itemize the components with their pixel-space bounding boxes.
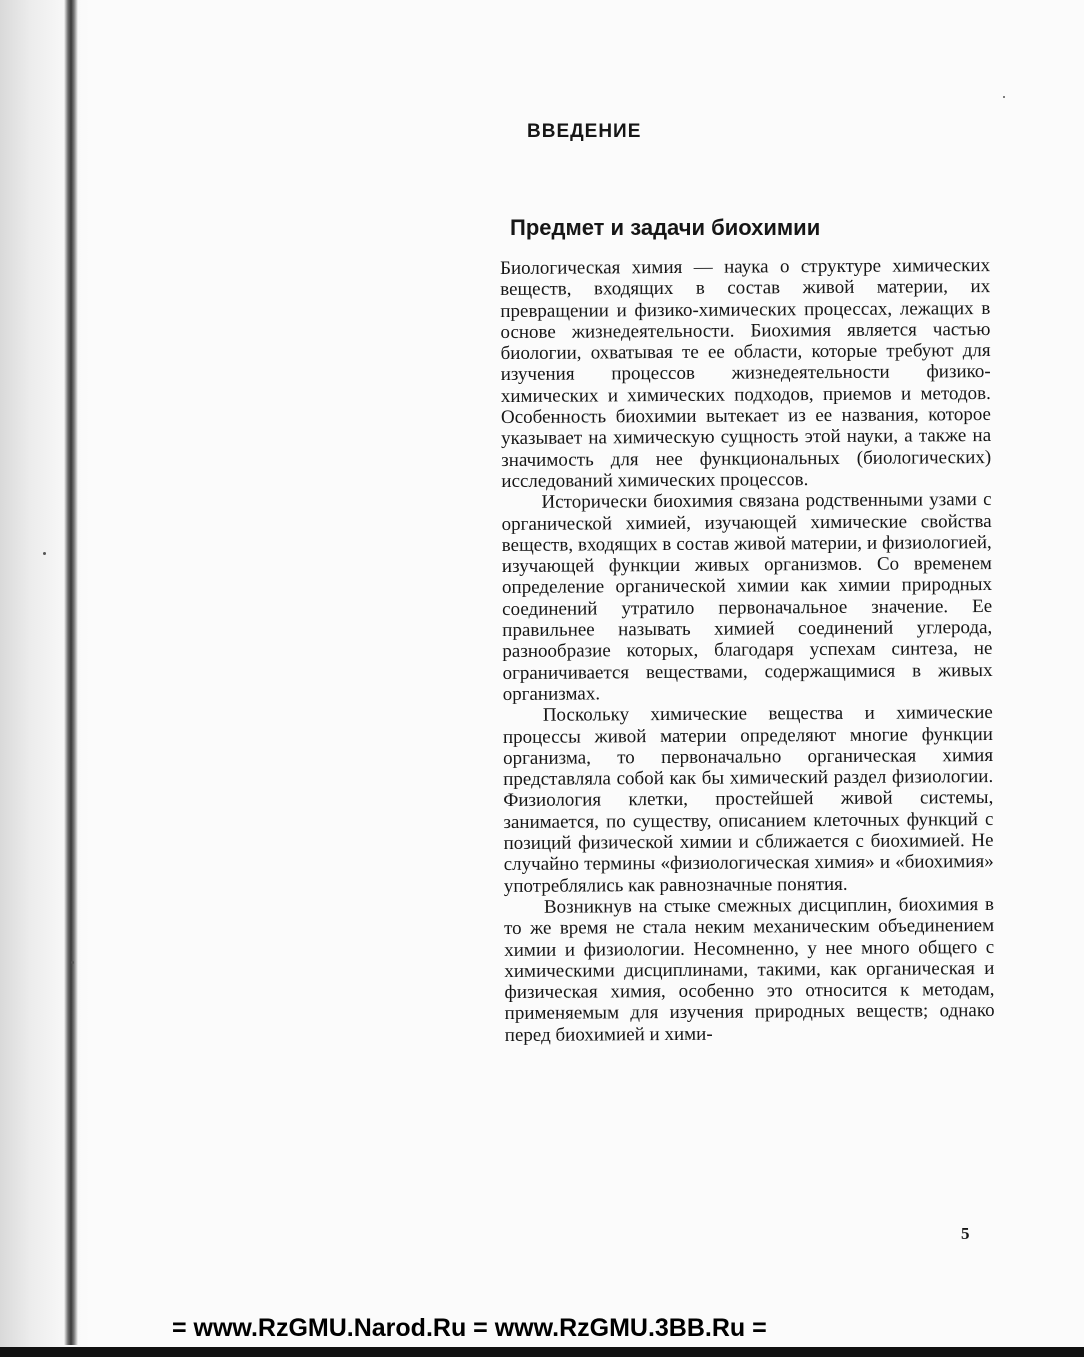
chapter-heading: Предмет и задачи биохимии bbox=[510, 215, 821, 240]
scan-bottom-edge bbox=[0, 1347, 1084, 1357]
section-heading: ВВЕДЕНИЕ bbox=[527, 121, 642, 142]
paragraph: Возникнув на стыке смежных дисциплин, биохимия в то же время не стала неким механическим объединением химии и физиологии. Несомненно, у нее много общего с химическими дисциплинами, такими, как органическая и физическая химия, особенно это относится к методам, применяемым для изучения природных веществ; однако перед биохимией и хими- bbox=[504, 893, 995, 1046]
paragraph: Поскольку химические вещества и химические процессы живой материи определяют многие функции организма, то первоначально органическая химия представляла собой как бы химический раздел физиологии. Физиология клетки, простейшей живой системы, занимается, по существу, описанием клеточных функций с позиций физической химии и сближается с биохимией. Не случайно термины «физиологическая химия» и «биохимия» употреблялись как равнозначные понятия. bbox=[502, 702, 994, 897]
scan-speck bbox=[71, 961, 74, 964]
scan-speck bbox=[1003, 96, 1005, 98]
paragraph: Исторически биохимия связана родственными узами с органической химией, изучающей химические свойства веществ, входящих в состав живой материи, и физиологией, изучающей функции живых организмов. Со временем определение органической химии как химии природных соединений утратило первоначальное значение. Ее правильнее называть химией соединений углерода, разнообразие которых, благодаря успехам синтеза, не ограничивается веществами, содержащимися в живых организмах. bbox=[501, 489, 993, 705]
watermark-text: = www.RzGMU.Narod.Ru = www.RzGMU.3BB.Ru = bbox=[172, 1314, 767, 1342]
body-text bbox=[500, 255, 995, 1046]
scan-speck bbox=[43, 552, 46, 555]
page-number: 5 bbox=[961, 1224, 970, 1243]
paragraph: Биологическая химия — наука о структуре химических веществ, входящих в состав живой материи, их превращении и физико-химических процессах, лежащих в основе жизнедеятельности. Биохимия является частью биологии, охватывая те ее области, которые требуют для изучения процессов жизнедеятельности физико-химических и химических подходов, приемов и методов. Особенность биохимии вытекает из ее названия, которое указывает на химическую сущность этой науки, а также на значимость для нее функциональных (биологических) исследований химических процессов. bbox=[500, 255, 992, 492]
page-binding-edge bbox=[64, 0, 78, 1345]
